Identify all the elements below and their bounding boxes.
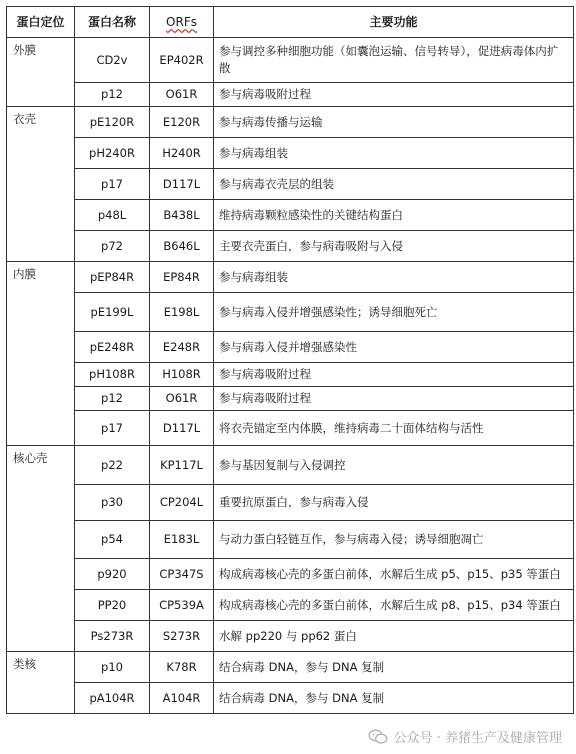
orf-cell: H108R: [150, 363, 214, 387]
function-cell: 构成病毒核心壳的多蛋白前体，水解后生成 p8、p15、p34 等蛋白: [214, 590, 574, 621]
table-row: [7, 363, 574, 387]
table-row: [7, 293, 574, 332]
protein-name-cell: p72: [75, 231, 150, 262]
table-row: [7, 485, 574, 521]
orf-cell: O61R: [150, 83, 214, 107]
function-cell: 参与基因复制与入侵调控: [214, 446, 574, 485]
function-cell: 参与病毒吸附过程: [214, 387, 574, 411]
header-name: 蛋白名称: [75, 7, 150, 38]
protein-name-cell: pEP84R: [75, 262, 150, 293]
table-row: [7, 169, 574, 200]
protein-name-cell: p12: [75, 387, 150, 411]
orf-cell: EP84R: [150, 262, 214, 293]
function-cell: 重要抗原蛋白，参与病毒入侵: [214, 485, 574, 521]
orf-cell: E248R: [150, 332, 214, 363]
table-row: [7, 262, 574, 293]
function-cell: 将衣壳锚定至内体膜，维持病毒二十面体结构与活性: [214, 411, 574, 446]
function-cell: 结合病毒 DNA，参与 DNA 复制: [214, 683, 574, 714]
table-row: [7, 446, 574, 485]
header-row: [7, 7, 574, 38]
function-cell: 参与调控多种细胞功能（如囊泡运输、信号转导），促进病毒体内扩散: [214, 38, 574, 83]
orf-cell: E183L: [150, 521, 214, 559]
orf-cell: D117L: [150, 169, 214, 200]
protein-name-cell: pE120R: [75, 107, 150, 138]
function-cell: 参与病毒入侵并增强感染性；诱导细胞死亡: [214, 293, 574, 332]
header-location: 蛋白定位: [7, 7, 75, 38]
table-row: [7, 559, 574, 590]
function-cell: 与动力蛋白轻链互作，参与病毒入侵；诱导细胞凋亡: [214, 521, 574, 559]
watermark: [368, 727, 562, 746]
function-cell: 主要衣壳蛋白，参与病毒吸附与入侵: [214, 231, 574, 262]
orf-cell: A104R: [150, 683, 214, 714]
protein-name-cell: p30: [75, 485, 150, 521]
location-cell: 核心壳: [7, 446, 75, 652]
function-cell: 参与病毒组装: [214, 262, 574, 293]
function-cell: 参与病毒吸附过程: [214, 363, 574, 387]
table-row: [7, 231, 574, 262]
protein-name-cell: Ps273R: [75, 621, 150, 652]
orf-cell: B646L: [150, 231, 214, 262]
location-cell: 内膜: [7, 262, 75, 446]
table-row: [7, 107, 574, 138]
table-row: [7, 621, 574, 652]
orf-cell: CP539A: [150, 590, 214, 621]
function-cell: 结合病毒 DNA，参与 DNA 复制: [214, 652, 574, 683]
protein-name-cell: p920: [75, 559, 150, 590]
protein-name-cell: pH108R: [75, 363, 150, 387]
protein-name-cell: p54: [75, 521, 150, 559]
function-cell: 维持病毒颗粒感染性的关键结构蛋白: [214, 200, 574, 231]
table-row: [7, 521, 574, 559]
protein-name-cell: pE248R: [75, 332, 150, 363]
orf-cell: CP347S: [150, 559, 214, 590]
protein-name-cell: pA104R: [75, 683, 150, 714]
orf-cell: KP117L: [150, 446, 214, 485]
location-cell: 衣壳: [7, 107, 75, 262]
table-row: [7, 138, 574, 169]
protein-name-cell: p17: [75, 169, 150, 200]
protein-name-cell: CD2v: [75, 38, 150, 83]
protein-name-cell: p10: [75, 652, 150, 683]
watermark-text: 公众号 · 养猪生产及健康管理: [393, 731, 562, 746]
orf-cell: K78R: [150, 652, 214, 683]
protein-name-cell: pE199L: [75, 293, 150, 332]
orf-cell: H240R: [150, 138, 214, 169]
orf-cell: O61R: [150, 387, 214, 411]
orf-cell: D117L: [150, 411, 214, 446]
header-function: 主要功能: [214, 7, 574, 38]
function-cell: 参与病毒入侵并增强感染性: [214, 332, 574, 363]
function-cell: 参与病毒吸附过程: [214, 83, 574, 107]
orf-cell: E198L: [150, 293, 214, 332]
orf-cell: E120R: [150, 107, 214, 138]
table-row: [7, 38, 574, 83]
protein-name-cell: PP20: [75, 590, 150, 621]
header-orfs: ORFs: [150, 7, 214, 38]
protein-table: [6, 6, 574, 714]
protein-name-cell: p48L: [75, 200, 150, 231]
function-cell: 水解 pp220 与 pp62 蛋白: [214, 621, 574, 652]
function-cell: 参与病毒衣壳层的组装: [214, 169, 574, 200]
location-cell: 类核: [7, 652, 75, 714]
protein-name-cell: p12: [75, 83, 150, 107]
protein-name-cell: pH240R: [75, 138, 150, 169]
protein-name-cell: p22: [75, 446, 150, 485]
orf-cell: B438L: [150, 200, 214, 231]
table-row: [7, 83, 574, 107]
table-row: [7, 200, 574, 231]
function-cell: 参与病毒组装: [214, 138, 574, 169]
table-row: [7, 411, 574, 446]
table-row: [7, 332, 574, 363]
table-row: [7, 590, 574, 621]
function-cell: 构成病毒核心壳的多蛋白前体，水解后生成 p5、p15、p35 等蛋白: [214, 559, 574, 590]
table-row: [7, 387, 574, 411]
orf-cell: CP204L: [150, 485, 214, 521]
wechat-icon: [368, 729, 388, 745]
protein-name-cell: p17: [75, 411, 150, 446]
function-cell: 参与病毒传播与运输: [214, 107, 574, 138]
location-cell: 外膜: [7, 38, 75, 107]
table-row: [7, 683, 574, 714]
orf-cell: EP402R: [150, 38, 214, 83]
table-row: [7, 652, 574, 683]
orf-cell: S273R: [150, 621, 214, 652]
